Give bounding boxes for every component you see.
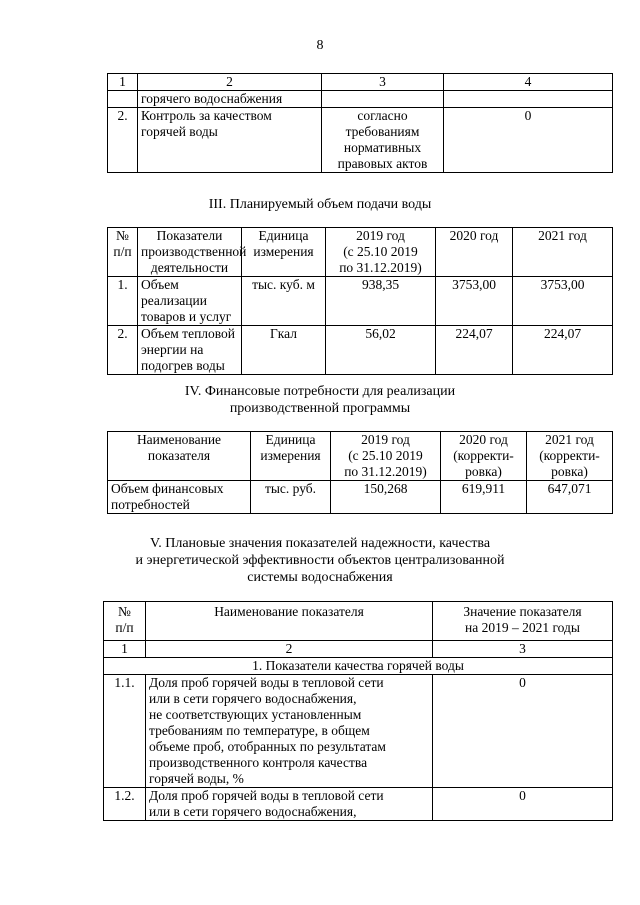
section-3-title: III. Планируемый объем подачи воды	[208, 197, 432, 212]
row-value-2019: 938,35	[326, 277, 436, 326]
table-water-supply-volume	[107, 227, 613, 375]
table-row	[108, 481, 613, 514]
table-group-row	[104, 658, 613, 675]
row-number: 2.	[108, 326, 138, 375]
header-cell: 4	[444, 74, 613, 91]
group-title: 1. Показатели качества горячей воды	[104, 658, 613, 675]
header-cell: Единица измерения	[242, 228, 326, 277]
table-header-row	[108, 74, 613, 91]
row-value-2020: 3753,00	[436, 277, 513, 326]
table-row	[108, 91, 613, 108]
table-continuation	[107, 73, 613, 173]
header-cell: 2019 год (с 25.10 2019 по 31.12.2019)	[331, 432, 441, 481]
header-cell: 2020 год (корректи- ровка)	[441, 432, 527, 481]
table-row	[108, 326, 613, 375]
header-cell: Единица измерения	[251, 432, 331, 481]
column-number: 1	[104, 641, 146, 658]
row-value: 0	[444, 108, 613, 173]
row-value-2019: 150,268	[331, 481, 441, 514]
row-unit: тыс. куб. м	[242, 277, 326, 326]
header-cell: № п/п	[104, 602, 146, 641]
row-name: горячего водоснабжения	[138, 91, 322, 108]
table-header-row	[108, 432, 613, 481]
header-cell: 2019 год (с 25.10 2019 по 31.12.2019)	[326, 228, 436, 277]
table-row	[104, 675, 613, 788]
header-cell: № п/п	[108, 228, 138, 277]
row-number	[108, 91, 138, 108]
table-header-row	[104, 602, 613, 641]
row-name: Контроль за качеством горячей воды	[138, 108, 322, 173]
table-header-row	[108, 228, 613, 277]
row-name: Доля проб горячей воды в тепловой сети или в сети горячего водоснабжения, не соответствующих установленным требованиям по температуре, в общем объеме проб, отобранных по результатам производственного контроля качества горячей воды, %	[146, 675, 433, 788]
row-value-2019: 56,02	[326, 326, 436, 375]
row-unit	[322, 91, 444, 108]
row-value-2020: 619,911	[441, 481, 527, 514]
row-unit: согласно требованиям нормативных правовых актов	[322, 108, 444, 173]
section-4-title: IV. Финансовые потребности для реализации производственной программы	[184, 384, 456, 416]
row-number: 2.	[108, 108, 138, 173]
table-row	[104, 788, 613, 821]
table-numbers-row	[104, 641, 613, 658]
row-value-2021: 647,071	[527, 481, 613, 514]
header-cell: Наименование показателя	[108, 432, 251, 481]
row-number: 1.2.	[104, 788, 146, 821]
row-value	[444, 91, 613, 108]
row-unit: тыс. руб.	[251, 481, 331, 514]
row-value: 0	[433, 675, 613, 788]
header-cell: 2020 год	[436, 228, 513, 277]
table-row	[108, 277, 613, 326]
row-name: Объем реализации товаров и услуг	[138, 277, 242, 326]
page-number: 8	[316, 38, 324, 53]
row-name: Доля проб горячей воды в тепловой сети или в сети горячего водоснабжения,	[146, 788, 433, 821]
row-number: 1.	[108, 277, 138, 326]
header-cell: 2021 год	[513, 228, 613, 277]
header-cell: 1	[108, 74, 138, 91]
table-reliability-indicators	[103, 601, 613, 821]
row-unit: Гкал	[242, 326, 326, 375]
row-value-2021: 3753,00	[513, 277, 613, 326]
row-number: 1.1.	[104, 675, 146, 788]
column-number: 2	[146, 641, 433, 658]
header-cell: 3	[322, 74, 444, 91]
row-name: Объем финансовых потребностей	[108, 481, 251, 514]
row-name: Объем тепловой энергии на подогрев воды	[138, 326, 242, 375]
header-cell: 2	[138, 74, 322, 91]
column-number: 3	[433, 641, 613, 658]
section-5-title: V. Плановые значения показателей надежности, качества и энергетической эффективности объектов централизованной системы водоснабжения	[135, 536, 505, 585]
row-value: 0	[433, 788, 613, 821]
table-row	[108, 108, 613, 173]
row-value-2021: 224,07	[513, 326, 613, 375]
header-cell: Показатели производственной деятельности	[138, 228, 242, 277]
header-cell: Наименование показателя	[146, 602, 433, 641]
header-cell: 2021 год (корректи- ровка)	[527, 432, 613, 481]
header-cell: Значение показателя на 2019 – 2021 годы	[433, 602, 613, 641]
table-financial-needs	[107, 431, 613, 514]
row-value-2020: 224,07	[436, 326, 513, 375]
